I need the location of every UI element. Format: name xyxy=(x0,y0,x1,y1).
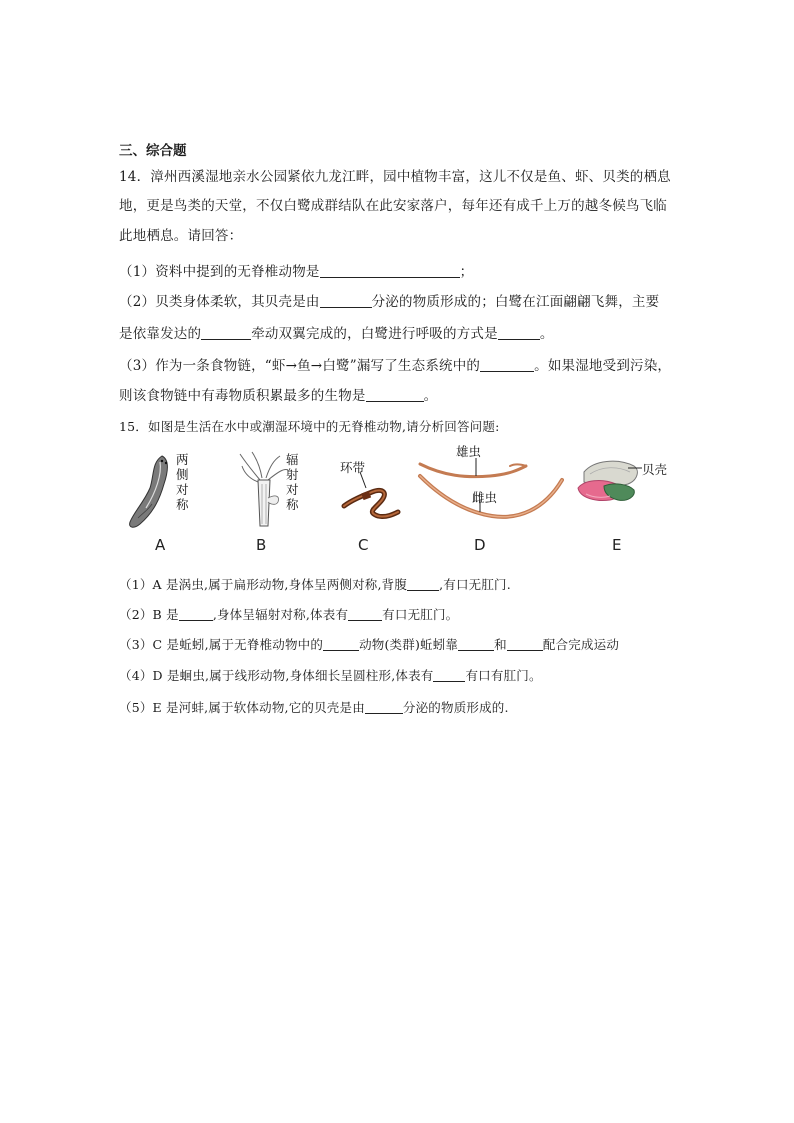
q14-part-3-cont: 则该食物链中有毒物质积累最多的生物是 。 xyxy=(119,388,438,404)
figure-e-label: 贝壳 xyxy=(642,462,668,477)
q15-stem: 15．如图是生活在水中或潮湿环境中的无脊椎动物,请分析回答问题: xyxy=(119,419,500,434)
answer-blank[interactable] xyxy=(320,265,460,278)
figure-b-letter: B xyxy=(256,536,267,554)
figure-d-label-female: 雌虫 xyxy=(472,490,498,505)
q14-part-2: （2）贝类身体柔软，其贝壳是由 分泌的物质形成的；白鹭在江面翩翩飞舞，主要 xyxy=(119,294,660,310)
answer-blank[interactable] xyxy=(458,638,494,651)
label-leader-line xyxy=(628,467,642,469)
section-title: 三、综合题 xyxy=(119,143,187,159)
figure-a-label: 两侧对称 xyxy=(176,452,189,512)
q14-part-1: （1）资料中提到的无脊椎动物是 ； xyxy=(119,264,474,280)
answer-blank[interactable] xyxy=(480,359,534,372)
figure-d-label-male: 雄虫 xyxy=(456,444,482,459)
answer-blank[interactable] xyxy=(323,638,359,651)
figure-e xyxy=(574,448,680,558)
answer-blank[interactable] xyxy=(348,608,382,621)
q15-part-3: （3）C 是蚯蚓,属于无脊椎动物中的 动物(类群)蚯蚓靠 和 配合完成运动 xyxy=(119,637,620,652)
answer-blank[interactable] xyxy=(407,578,439,591)
q15-part-5: （5）E 是河蚌,属于软体动物,它的贝壳是由 分泌的物质形成的. xyxy=(119,700,509,715)
q15-part-1: （1）A 是涡虫,属于扁形动物,身体呈两侧对称,背腹 ,有口无肛门. xyxy=(119,577,511,592)
mussel-illustration xyxy=(574,454,644,514)
figure-c xyxy=(336,448,416,558)
figure-c-label: 环带 xyxy=(340,460,366,475)
figure-b-label: 辐射对称 xyxy=(286,452,299,512)
figure-d xyxy=(414,444,564,558)
figure-d-letter: D xyxy=(474,536,486,554)
q14-part-3: （3）作为一条食物链，“虾→鱼→白鹭”漏写了生态系统中的 。如果湿地受到污染， xyxy=(119,358,672,374)
figure-e-letter: E xyxy=(612,536,622,554)
answer-blank[interactable] xyxy=(366,389,424,402)
answer-blank[interactable] xyxy=(507,638,543,651)
animal-figure-row xyxy=(120,444,680,560)
q14-part-2-cont: 是依靠发达的 牵动双翼完成的，白鹭进行呼吸的方式是 。 xyxy=(119,326,554,342)
answer-blank[interactable] xyxy=(179,608,213,621)
answer-blank[interactable] xyxy=(498,327,540,340)
figure-b xyxy=(236,448,316,558)
q14-line-2: 地，更是鸟类的天堂，不仅白鹭成群结队在此安家落户，每年还有成千上万的越冬候鸟飞临 xyxy=(119,198,667,214)
flatworm-illustration xyxy=(124,452,178,532)
answer-blank[interactable] xyxy=(365,701,403,714)
q14-line-3: 此地栖息。请回答： xyxy=(119,228,243,244)
figure-a xyxy=(120,448,200,558)
q15-part-4: （4）D 是蛔虫,属于线形动物,身体细长呈圆柱形,体表有 有口有肛门。 xyxy=(119,668,542,683)
figure-c-letter: C xyxy=(358,536,369,554)
hydra-illustration xyxy=(236,450,292,532)
earthworm-illustration xyxy=(338,472,404,532)
q15-part-2: （2）B 是 ,身体呈辐射对称,体表有 有口无肛门。 xyxy=(119,607,459,622)
answer-blank[interactable] xyxy=(320,295,372,308)
answer-blank[interactable] xyxy=(201,327,251,340)
q14-line-1: 14．漳州西溪湿地亲水公园紧依九龙江畔，园中植物丰富，这儿不仅是鱼、虾、贝类的栖息 xyxy=(119,169,671,185)
figure-a-letter: A xyxy=(155,536,166,554)
answer-blank[interactable] xyxy=(433,669,465,682)
